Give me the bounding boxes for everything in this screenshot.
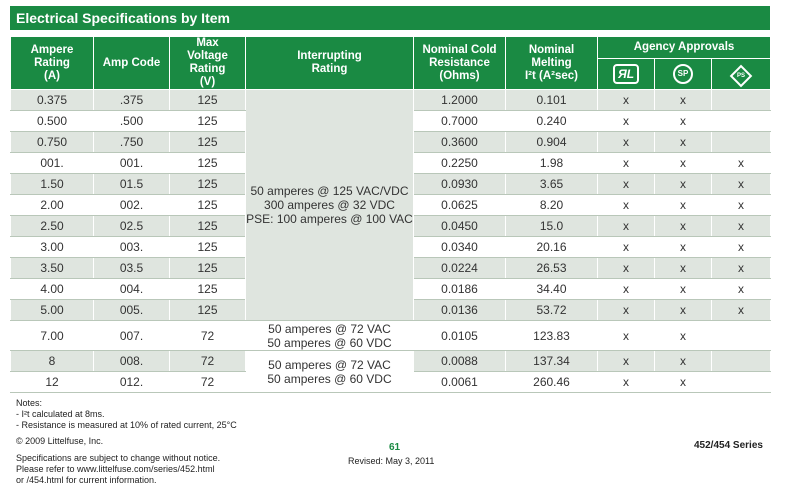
interrupting-line: 300 amperes @ 32 VDC — [264, 198, 395, 212]
cell-res: 0.0088 — [414, 351, 506, 372]
cell-code: 004. — [94, 279, 170, 300]
pse-icon: PS — [730, 64, 753, 87]
cell-amp: 7.00 — [11, 321, 94, 351]
cell-volt: 72 — [170, 321, 246, 351]
cell-volt: 125 — [170, 300, 246, 321]
cell-res: 0.7000 — [414, 111, 506, 132]
series-label: 452/454 Series — [694, 440, 763, 451]
interrupting-line: PSE: 100 amperes @ 100 VAC — [246, 212, 413, 226]
cell-interrupting-rating — [246, 321, 414, 351]
cell-csa: x — [655, 195, 712, 216]
cell-code: 008. — [94, 351, 170, 372]
cell-volt: 125 — [170, 216, 246, 237]
spec-table-body — [11, 90, 771, 393]
cell-amp: 001. — [11, 153, 94, 174]
cell-pse: x — [712, 174, 771, 195]
cell-pse — [712, 351, 771, 372]
cell-code: .750 — [94, 132, 170, 153]
cell-pse: x — [712, 258, 771, 279]
cell-code: 01.5 — [94, 174, 170, 195]
copyright: © 2009 Littelfuse, Inc. — [16, 436, 104, 446]
cell-code: .500 — [94, 111, 170, 132]
cell-res: 0.0105 — [414, 321, 506, 351]
cell-melt: 20.16 — [506, 237, 598, 258]
cell-code: 002. — [94, 195, 170, 216]
header-agency-approvals: Agency Approvals — [598, 37, 771, 59]
cell-res: 0.3600 — [414, 132, 506, 153]
interrupting-line: 50 amperes @ 72 VAC — [268, 321, 391, 336]
csa-logo-cell — [655, 59, 712, 90]
cell-csa: x — [655, 237, 712, 258]
cell-melt: 26.53 — [506, 258, 598, 279]
cell-amp: 8 — [11, 351, 94, 372]
cell-amp: 2.00 — [11, 195, 94, 216]
cell-res: 0.0224 — [414, 258, 506, 279]
cell-code: 007. — [94, 321, 170, 351]
cell-csa: x — [655, 90, 712, 111]
cell-volt: 125 — [170, 111, 246, 132]
cell-melt: 137.34 — [506, 351, 598, 372]
cell-amp: 0.500 — [11, 111, 94, 132]
cell-ul: x — [598, 132, 655, 153]
cell-pse — [712, 111, 771, 132]
disclaimer: Specifications are subject to change without notice. Please refer to www.littelfuse.com/series/452.html or /454.html for current information. — [16, 453, 221, 485]
cell-volt: 72 — [170, 351, 246, 372]
spec-table — [10, 36, 771, 393]
cell-melt: 1.98 — [506, 153, 598, 174]
table-row — [11, 321, 771, 351]
cell-code: 02.5 — [94, 216, 170, 237]
revised-date: Revised: May 3, 2011 — [348, 456, 435, 466]
cell-melt: 3.65 — [506, 174, 598, 195]
cell-melt: 53.72 — [506, 300, 598, 321]
header-amp-code: Amp Code — [94, 37, 170, 90]
cell-pse — [712, 372, 771, 393]
cell-res: 0.0340 — [414, 237, 506, 258]
cell-melt: 8.20 — [506, 195, 598, 216]
cell-res: 0.2250 — [414, 153, 506, 174]
header-ampere-rating: Ampere Rating (A) — [11, 37, 94, 90]
cell-volt: 125 — [170, 237, 246, 258]
cell-melt: 0.904 — [506, 132, 598, 153]
cell-csa: x — [655, 174, 712, 195]
cell-res: 0.0450 — [414, 216, 506, 237]
table-row — [11, 351, 771, 372]
cell-csa: x — [655, 351, 712, 372]
cell-ul: x — [598, 351, 655, 372]
cell-csa: x — [655, 153, 712, 174]
cell-code: 003. — [94, 237, 170, 258]
cell-csa: x — [655, 372, 712, 393]
cell-ul: x — [598, 372, 655, 393]
note-line: - Resistance is measured at 10% of rated current, 25°C — [16, 420, 237, 430]
cell-ul: x — [598, 111, 655, 132]
note-line: - I²t calculated at 8ms. — [16, 409, 105, 419]
cell-res: 0.0625 — [414, 195, 506, 216]
cell-csa: x — [655, 279, 712, 300]
cell-amp: 1.50 — [11, 174, 94, 195]
header-interrupting-rating: Interrupting Rating — [246, 37, 414, 90]
cell-res: 0.0186 — [414, 279, 506, 300]
cell-melt: 0.240 — [506, 111, 598, 132]
cell-volt: 125 — [170, 279, 246, 300]
cell-volt: 125 — [170, 258, 246, 279]
header-melting-i2t: Nominal Melting I²t (A²sec) — [506, 37, 598, 90]
cell-code: 012. — [94, 372, 170, 393]
cell-ul: x — [598, 321, 655, 351]
cell-amp: 12 — [11, 372, 94, 393]
cell-ul: x — [598, 90, 655, 111]
cell-pse: x — [712, 216, 771, 237]
pse-logo-cell — [712, 59, 771, 90]
cell-ul: x — [598, 153, 655, 174]
table-row — [11, 90, 771, 111]
cell-csa: x — [655, 258, 712, 279]
cell-amp: 0.375 — [11, 90, 94, 111]
cell-csa: x — [655, 111, 712, 132]
section-title: Electrical Specifications by Item — [10, 6, 770, 30]
cell-melt: 0.101 — [506, 90, 598, 111]
cell-amp: 0.750 — [11, 132, 94, 153]
cell-csa: x — [655, 132, 712, 153]
cell-csa: x — [655, 321, 712, 351]
cell-code: 005. — [94, 300, 170, 321]
cell-volt: 125 — [170, 90, 246, 111]
cell-pse: x — [712, 237, 771, 258]
cell-interrupting-rating — [246, 351, 414, 393]
cell-res: 0.0136 — [414, 300, 506, 321]
cell-code: 03.5 — [94, 258, 170, 279]
cell-melt: 260.46 — [506, 372, 598, 393]
header-max-voltage: Max Voltage Rating (V) — [170, 37, 246, 90]
ul-logo-cell — [598, 59, 655, 90]
cell-pse — [712, 321, 771, 351]
cell-volt: 125 — [170, 132, 246, 153]
cell-amp: 3.50 — [11, 258, 94, 279]
cell-ul: x — [598, 174, 655, 195]
cell-res: 0.0930 — [414, 174, 506, 195]
cell-ul: x — [598, 300, 655, 321]
cell-volt: 72 — [170, 372, 246, 393]
cell-csa: x — [655, 300, 712, 321]
interrupting-line: 50 amperes @ 60 VDC — [267, 335, 392, 350]
cell-ul: x — [598, 258, 655, 279]
interrupting-line: 50 amperes @ 125 VAC/VDC — [250, 184, 409, 198]
cell-interrupting-rating — [246, 90, 414, 321]
cell-code: 001. — [94, 153, 170, 174]
cell-melt: 123.83 — [506, 321, 598, 351]
cell-pse: x — [712, 195, 771, 216]
cell-ul: x — [598, 237, 655, 258]
page-number: 61 — [389, 442, 401, 453]
cell-ul: x — [598, 279, 655, 300]
cell-ul: x — [598, 195, 655, 216]
interrupting-line: 50 amperes @ 60 VDC — [267, 371, 392, 386]
cell-volt: 125 — [170, 174, 246, 195]
cell-pse: x — [712, 153, 771, 174]
cell-res: 1.2000 — [414, 90, 506, 111]
cell-pse: x — [712, 279, 771, 300]
cell-pse: x — [712, 300, 771, 321]
cell-pse — [712, 132, 771, 153]
cell-melt: 15.0 — [506, 216, 598, 237]
cell-ul: x — [598, 216, 655, 237]
cell-amp: 2.50 — [11, 216, 94, 237]
cell-amp: 3.00 — [11, 237, 94, 258]
cell-pse — [712, 90, 771, 111]
cell-csa: x — [655, 216, 712, 237]
cell-amp: 5.00 — [11, 300, 94, 321]
cell-amp: 4.00 — [11, 279, 94, 300]
cell-code: .375 — [94, 90, 170, 111]
notes — [16, 398, 237, 431]
interrupting-line: 50 amperes @ 72 VAC — [268, 357, 391, 372]
cell-melt: 34.40 — [506, 279, 598, 300]
cell-volt: 125 — [170, 153, 246, 174]
cell-res: 0.0061 — [414, 372, 506, 393]
cell-volt: 125 — [170, 195, 246, 216]
header-cold-resistance: Nominal Cold Resistance (Ohms) — [414, 37, 506, 90]
ul-icon: ЯL — [613, 64, 639, 84]
notes-heading: Notes: — [16, 398, 43, 408]
csa-icon: SP — [673, 64, 693, 84]
